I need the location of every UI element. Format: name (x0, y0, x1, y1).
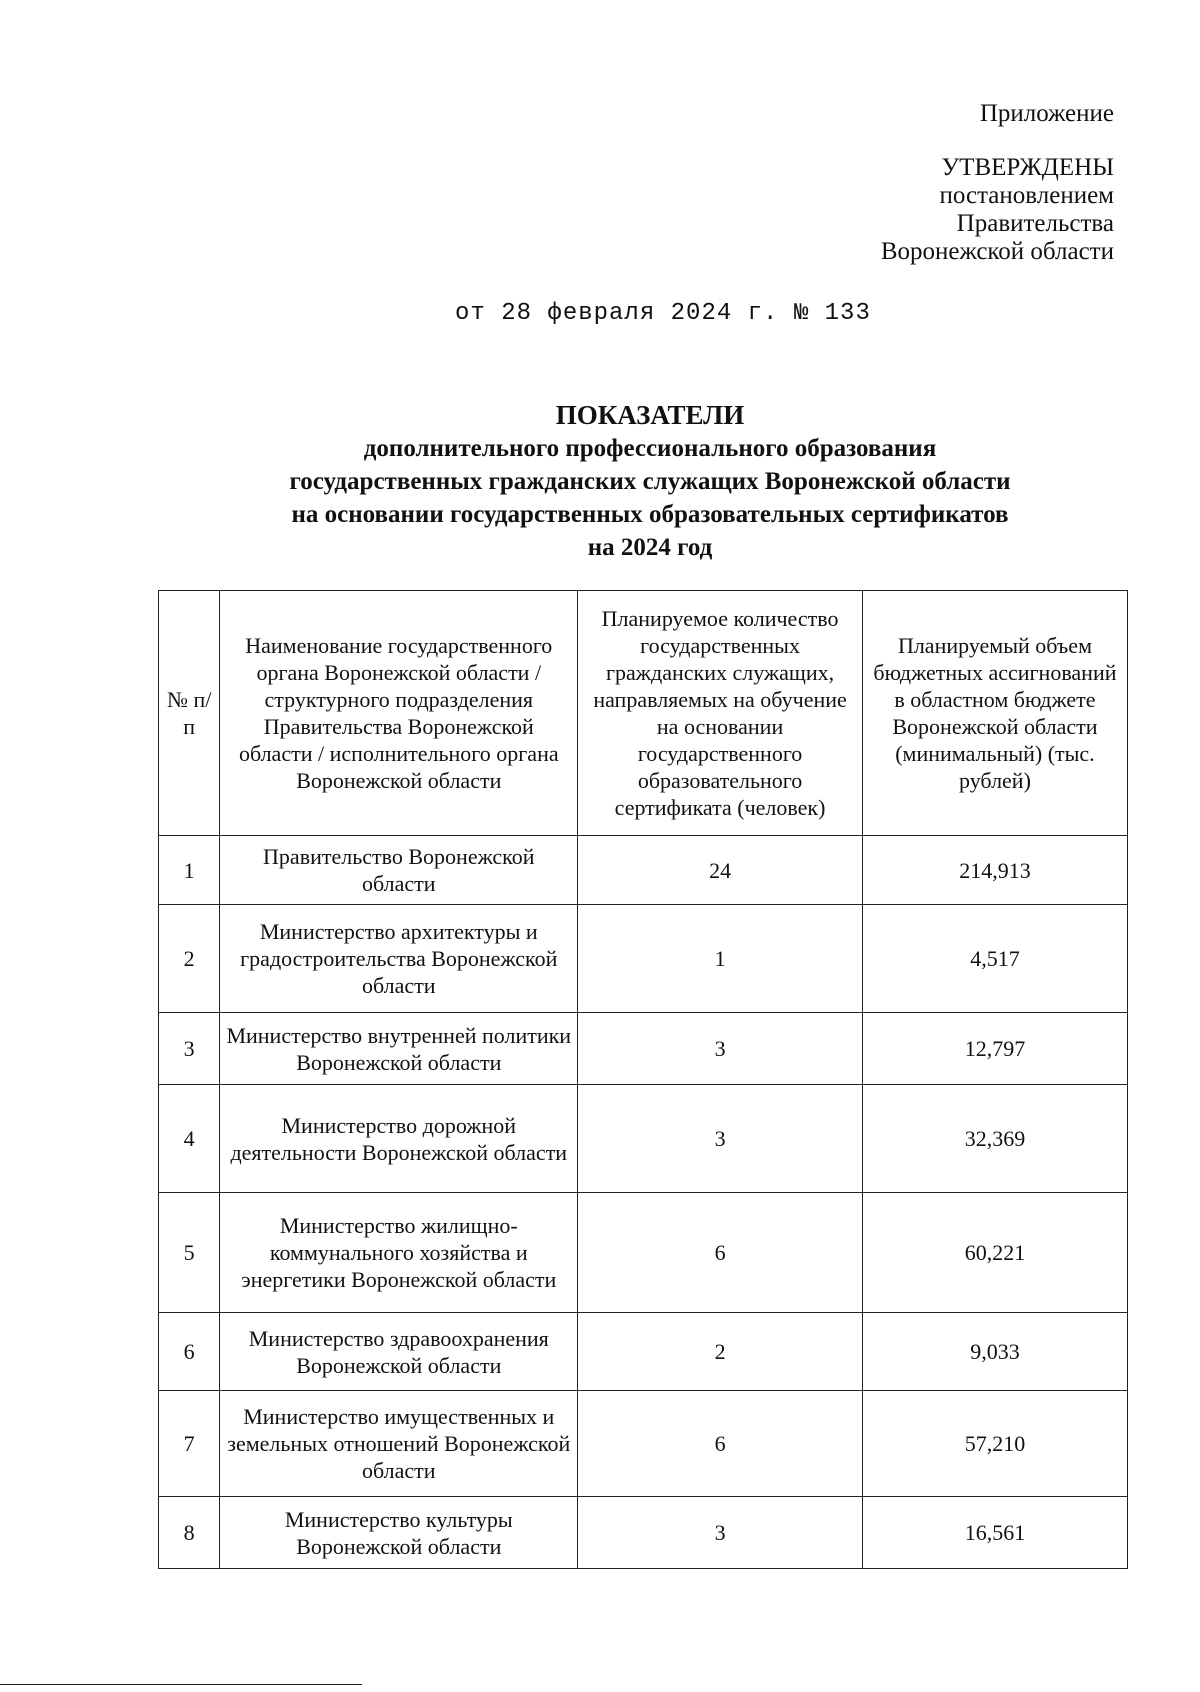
cell-num: 6 (159, 1313, 220, 1391)
cell-count: 6 (578, 1193, 863, 1313)
title-line-3: на основании государственных образовательных сертификатов (291, 501, 1009, 528)
table-row (159, 905, 1128, 1013)
footnote-divider (0, 1684, 362, 1685)
cell-count: 24 (578, 836, 863, 905)
approval-block (881, 100, 1114, 266)
document-title (0, 398, 1200, 564)
cell-budget: 12,797 (862, 1013, 1127, 1085)
table-row (159, 1391, 1128, 1497)
header-budget: Планируемый объем бюджетных ассигнований в областном бюджете Воронежской области (минимальный) (тыс. рублей) (862, 591, 1127, 836)
cell-name: Министерство дорожной деятельности Воронежской области (220, 1085, 578, 1193)
cell-num: 5 (159, 1193, 220, 1313)
table-row (159, 1085, 1128, 1193)
cell-name: Министерство внутренней политики Воронежской области (220, 1013, 578, 1085)
approval-line-2: Правительства (956, 210, 1114, 237)
decree-date: от 28 февраля 2024 г. № 133 (455, 300, 871, 327)
cell-budget: 4,517 (862, 905, 1127, 1013)
table-row (159, 1313, 1128, 1391)
header-name: Наименование государственного органа Воронежской области / структурного подразделения Правительства Воронежской области / исполнительного органа Воронежской области (220, 591, 578, 836)
table-row (159, 1497, 1128, 1569)
approval-line-3: Воронежской области (880, 238, 1114, 265)
cell-name: Министерство здравоохранения Воронежской области (220, 1313, 578, 1391)
cell-name: Министерство архитектуры и градостроительства Воронежской области (220, 905, 578, 1013)
cell-name: Министерство жилищно-коммунального хозяйства и энергетики Воронежской области (220, 1193, 578, 1313)
cell-budget: 16,561 (862, 1497, 1127, 1569)
cell-count: 1 (578, 905, 863, 1013)
header-count: Планируемое количество государственных гражданских служащих, направляемых на обучение на основании государственного образовательного сертификата (человек) (578, 591, 863, 836)
title-line-2: государственных гражданских служащих Воронежской области (289, 468, 1011, 495)
approval-line-1: постановлением (939, 182, 1114, 209)
cell-num: 2 (159, 905, 220, 1013)
cell-num: 1 (159, 836, 220, 905)
cell-num: 4 (159, 1085, 220, 1193)
table-row (159, 1193, 1128, 1313)
indicators-table (158, 590, 1128, 1569)
appendix-label: Приложение (979, 100, 1114, 127)
table-row (159, 836, 1128, 905)
cell-name: Министерство культуры Воронежской области (220, 1497, 578, 1569)
cell-count: 2 (578, 1313, 863, 1391)
approved-label: УТВЕРЖДЕНЫ (941, 154, 1114, 181)
header-num: № п/п (159, 591, 220, 836)
title-main: ПОКАЗАТЕЛИ (555, 400, 745, 430)
cell-budget: 57,210 (862, 1391, 1127, 1497)
table-header-row (159, 591, 1128, 836)
table-row (159, 1013, 1128, 1085)
cell-name: Министерство имущественных и земельных отношений Воронежской области (220, 1391, 578, 1497)
cell-budget: 60,221 (862, 1193, 1127, 1313)
cell-count: 3 (578, 1013, 863, 1085)
title-line-1: дополнительного профессионального образования (363, 435, 937, 462)
cell-num: 7 (159, 1391, 220, 1497)
cell-budget: 214,913 (862, 836, 1127, 905)
title-line-4: на 2024 год (587, 534, 713, 561)
cell-name: Правительство Воронежской области (220, 836, 578, 905)
cell-count: 3 (578, 1497, 863, 1569)
cell-num: 3 (159, 1013, 220, 1085)
cell-count: 3 (578, 1085, 863, 1193)
cell-budget: 32,369 (862, 1085, 1127, 1193)
cell-count: 6 (578, 1391, 863, 1497)
cell-num: 8 (159, 1497, 220, 1569)
cell-budget: 9,033 (862, 1313, 1127, 1391)
